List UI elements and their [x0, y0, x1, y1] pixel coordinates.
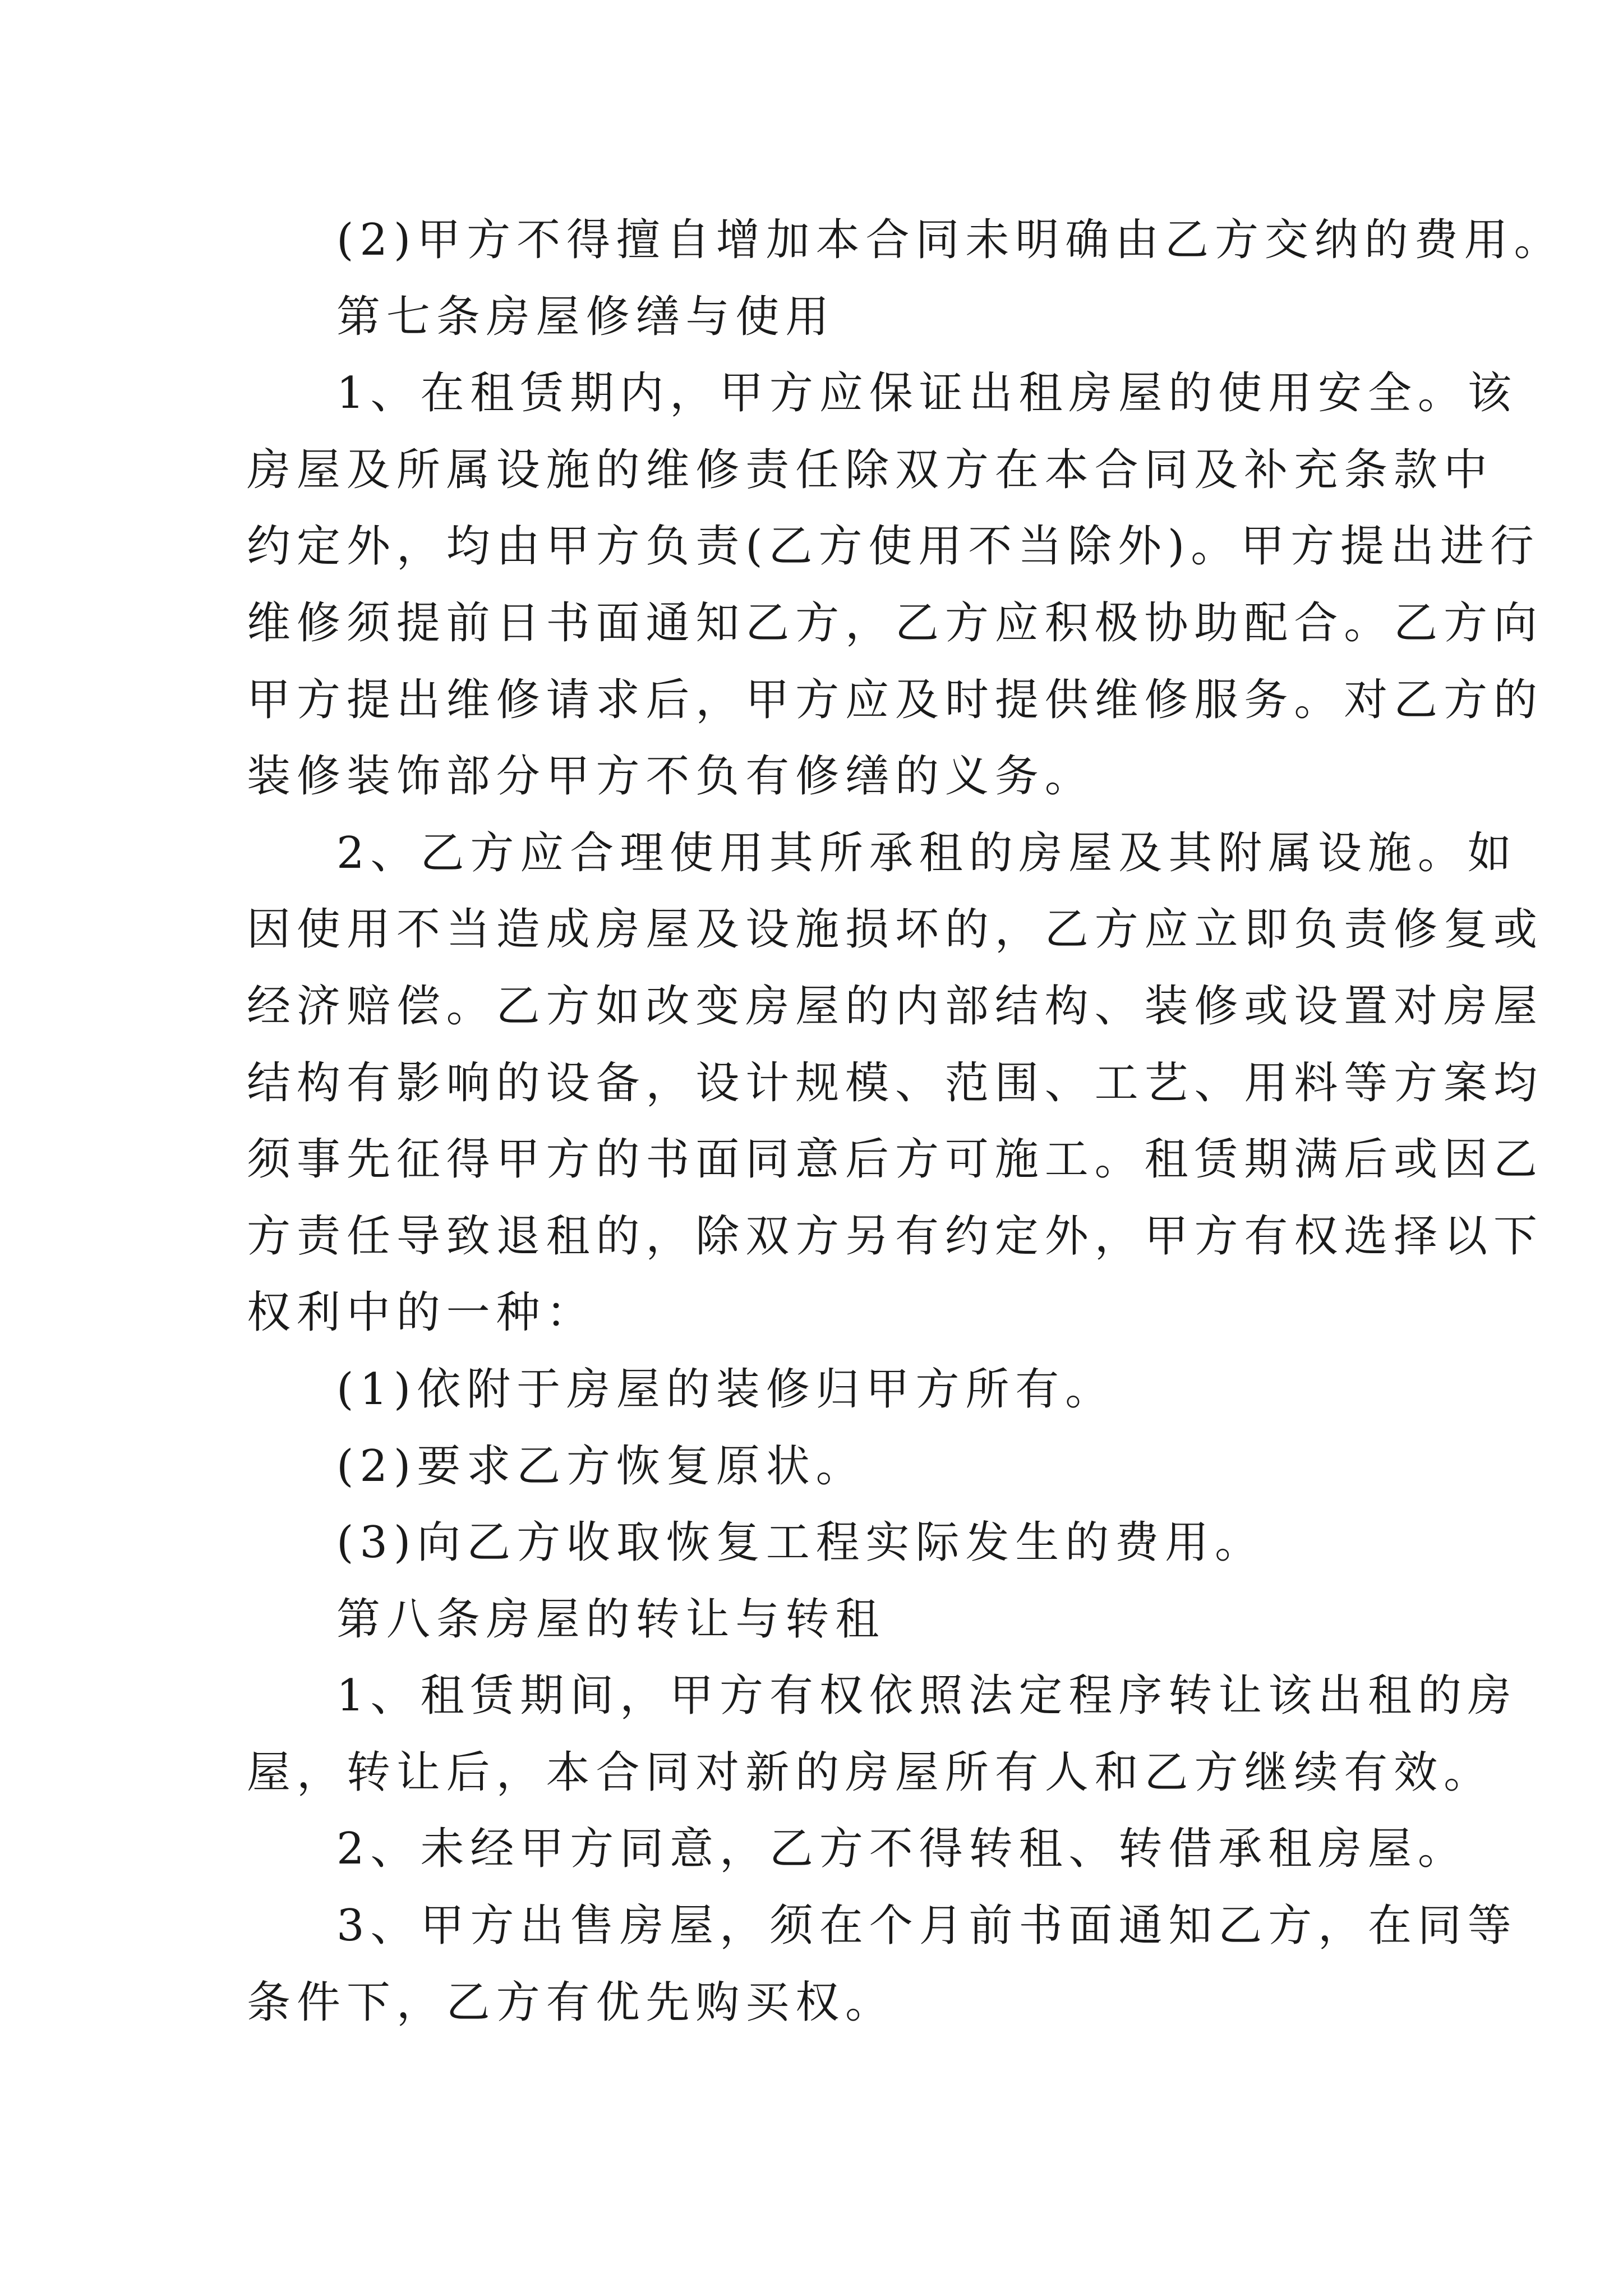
section-heading: 第八条房屋的转让与转租 — [336, 1594, 886, 1645]
clause-line: 因使用不当造成房屋及设施损坏的，乙方应立即负责修复或 — [247, 904, 1543, 955]
clause-line: 甲方提出维修请求后，甲方应及时提供维修服务。对乙方的 — [247, 674, 1543, 725]
clause-line: 2、未经甲方同意，乙方不得转租、转借承租房屋。 — [336, 1824, 1468, 1875]
clause-line: 屋，转让后，本合同对新的房屋所有人和乙方继续有效。 — [247, 1747, 1494, 1798]
document-body — [247, 202, 1564, 2041]
clause-line: 须事先征得甲方的书面同意后方可施工。租赁期满后或因乙 — [247, 1134, 1543, 1185]
clause-line: 装修装饰部分甲方不负有修缮的义务。 — [247, 751, 1095, 802]
clause-line: 3、甲方出售房屋，须在个月前书面通知乙方，在同等 — [336, 1901, 1518, 1952]
clause-line: 2、乙方应合理使用其所承租的房屋及其附属设施。如 — [336, 827, 1518, 878]
clause-line: 方责任导致退租的，除双方另有约定外，甲方有权选择以下 — [247, 1211, 1543, 1262]
section-heading: 第七条房屋修缮与使用 — [336, 291, 836, 342]
clause-line: (2)要求乙方恢复原状。 — [336, 1441, 866, 1492]
clause-line: (3)向乙方收取恢复工程实际发生的费用。 — [336, 1517, 1265, 1568]
clause-line: 权利中的一种： — [247, 1287, 596, 1338]
clause-line: 1、在租赁期内，甲方应保证出租房屋的使用安全。该 — [336, 368, 1518, 419]
clause-line: 维修须提前日书面通知乙方，乙方应积极协助配合。乙方向 — [247, 597, 1543, 648]
clause-line: 房屋及所属设施的维修责任除双方在本合同及补充条款中 — [247, 444, 1494, 495]
clause-line: 约定外，均由甲方负责(乙方使用不当除外)。甲方提出进行 — [247, 521, 1540, 572]
clause-line: 经济赔偿。乙方如改变房屋的内部结构、装修或设置对房屋 — [247, 981, 1543, 1032]
clause-line: 条件下，乙方有优先购买权。 — [247, 1977, 895, 2028]
clause-line: (2)甲方不得擅自增加本合同未明确由乙方交纳的费用。 — [336, 215, 1564, 265]
clause-line: 结构有影响的设备，设计规模、范围、工艺、用料等方案均 — [247, 1057, 1543, 1108]
clause-line: 1、租赁期间，甲方有权依照法定程序转让该出租的房 — [336, 1671, 1518, 1722]
clause-line: (1)依附于房屋的装修归甲方所有。 — [336, 1364, 1115, 1415]
